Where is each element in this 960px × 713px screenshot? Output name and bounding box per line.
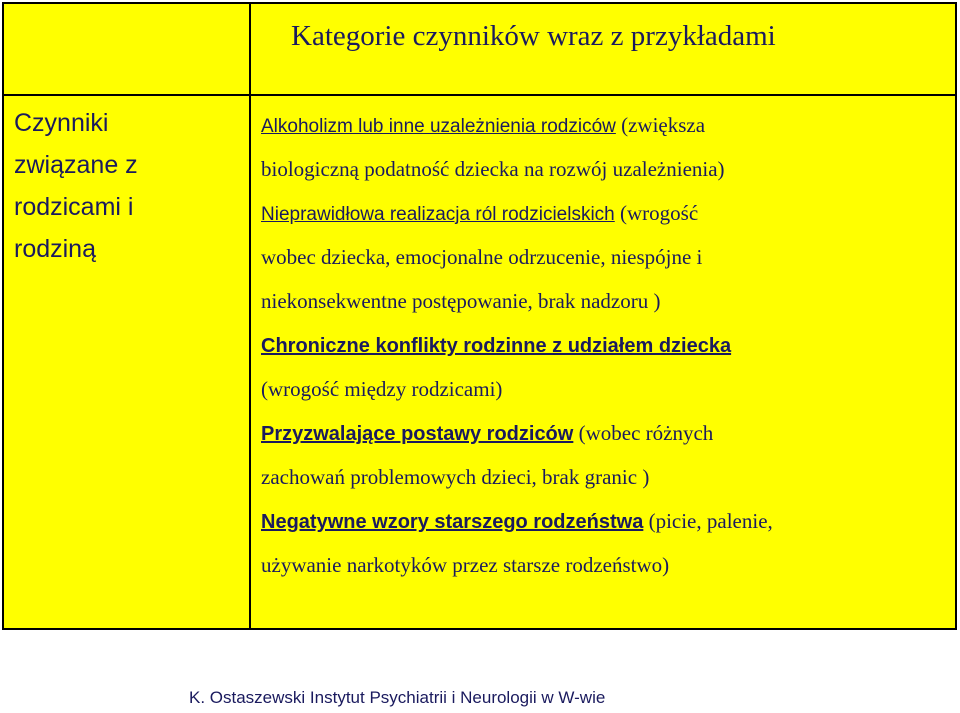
category-cell [3,95,250,629]
examples-list [261,103,955,587]
factors-table [2,2,957,630]
example-desc: (wobec różnych [573,421,714,445]
category-line: rodziną [14,235,96,263]
header-empty-cell [3,3,250,95]
example-name: Negatywne wzory starszego rodzeństwa [261,511,644,533]
table-title: Kategorie czynników wraz z przykładami [291,20,776,52]
example-desc-line: wobec dziecka, emocjonalne odrzucenie, niespójne i [261,245,703,269]
header-title-cell [250,3,956,95]
category-label [14,102,249,270]
example-desc: (zwiększa [615,113,706,137]
example-desc: (wrogość [614,201,699,225]
example-desc-line: biologiczną podatność dziecka na rozwój uzależnienia) [261,157,725,181]
example-name: Przyzwalające postawy rodziców [261,423,574,445]
example-line [261,499,955,543]
footer-credit: K. Ostaszewski Instytut Psychiatrii i Neurologii w W-wie [189,688,606,707]
example-name: Nieprawidłowa realizacja ról rodzicielskich [261,204,615,225]
example-desc-line: niekonsekwentne postępowanie, brak nadzoru ) [261,289,661,313]
example-line [261,103,955,147]
example-desc: (picie, palenie, [643,509,773,533]
content-row [3,95,956,629]
category-line: rodzicami i [14,193,134,221]
example-name: Alkoholizm lub inne uzależnienia rodziców [261,116,616,137]
category-line: Czynniki [14,109,109,137]
example-line [261,323,955,367]
example-desc-line: używanie narkotyków przez starsze rodzeństwo) [261,553,670,577]
example-line [261,191,955,235]
example-desc-line: (wrogość między rodzicami) [261,377,503,401]
example-line [261,411,955,455]
header-row [3,3,956,95]
examples-cell [250,95,956,629]
example-name: Chroniczne konflikty rodzinne z udziałem dziecka [261,335,732,357]
example-desc-line: zachowań problemowych dzieci, brak granic ) [261,465,650,489]
category-line: związane z [14,151,138,179]
